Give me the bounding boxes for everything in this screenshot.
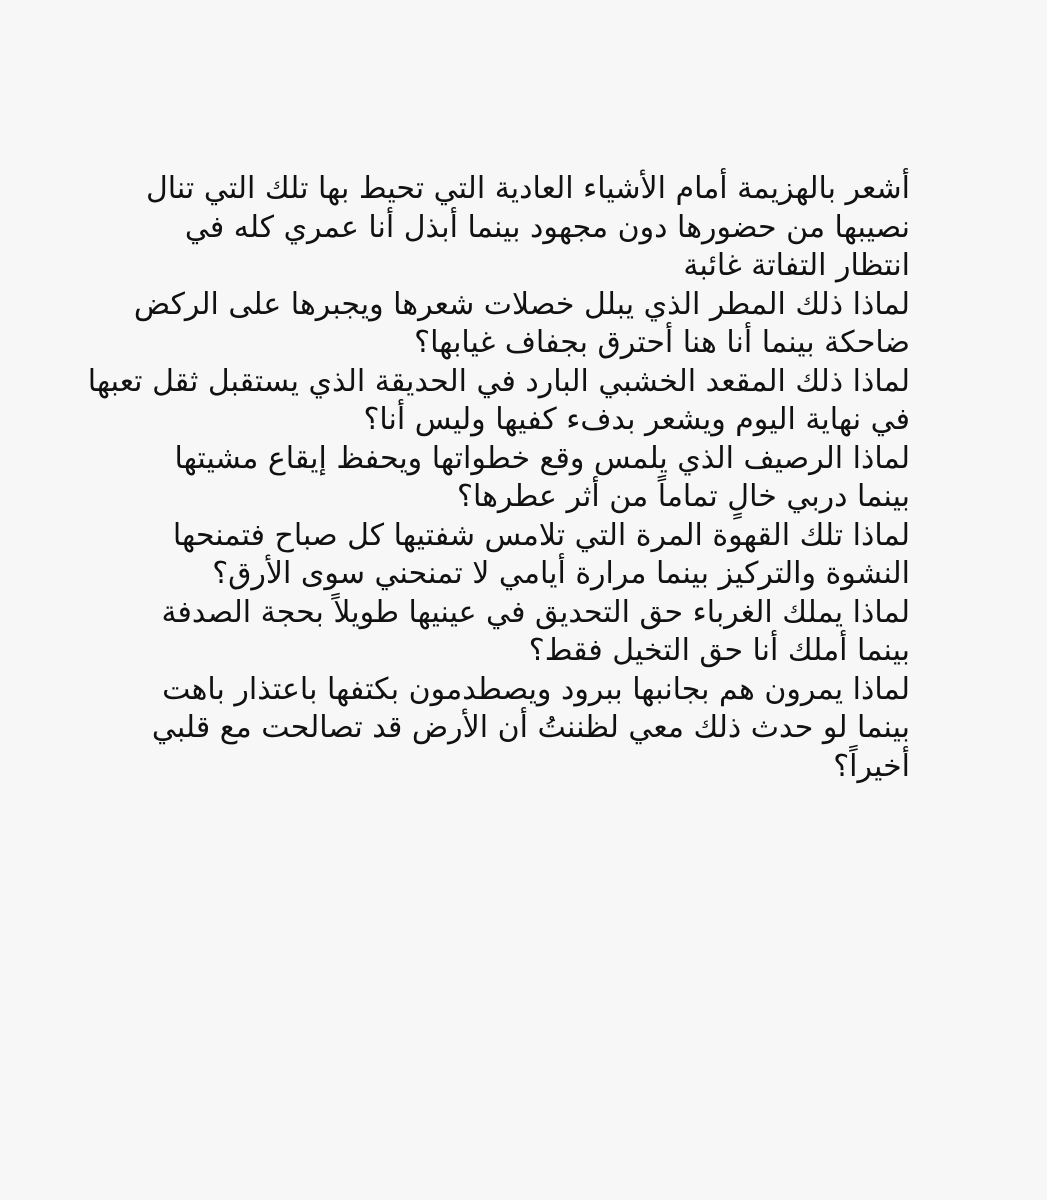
text-line: نصيبها من حضورها دون مجهود بينما أبذل أنا عمري كله في xyxy=(184,209,910,245)
text-line: أخيراً؟ xyxy=(833,748,910,784)
poem-text xyxy=(87,170,910,786)
text-line: لماذا الرصيف الذي يلمس وقع خطواتها ويحفظ إيقاع مشيتها xyxy=(174,440,910,476)
text-line: لماذا يمرون هم بجانبها ببرود ويصطدمون بكتفها باعتذار باهت xyxy=(162,671,910,707)
text-line: بينما دربي خالٍ تماماً من أثر عطرها؟ xyxy=(457,479,910,514)
text-line: لماذا تلك القهوة المرة التي تلامس شفتيها كل صباح فتمنحها xyxy=(172,517,910,553)
text-line: ضاحكة بينما أنا هنا أحترق بجفاف غيابها؟ xyxy=(414,325,910,360)
text-line: لماذا ذلك المقعد الخشبي البارد في الحديقة الذي يستقبل ثقل تعبها xyxy=(87,363,910,399)
text-line: أشعر بالهزيمة أمام الأشياء العادية التي تحيط بها تلك التي تنال xyxy=(145,171,910,206)
text-line: في نهاية اليوم ويشعر بدفء كفيها وليس أنا؟ xyxy=(363,402,910,437)
text-line: انتظار التفاتة غائبة xyxy=(683,248,910,283)
text-line: بينما أملك أنا حق التخيل فقط؟ xyxy=(528,633,910,668)
text-line: بينما لو حدث ذلك معي لظننتُ أن الأرض قد تصالحت مع قلبي xyxy=(151,710,910,745)
text-line: لماذا ذلك المطر الذي يبلل خصلات شعرها ويجبرها على الركض xyxy=(133,286,910,322)
text-line: النشوة والتركيز بينما مرارة أيامي لا تمنحني سوى الأرق؟ xyxy=(212,556,910,591)
text-line: لماذا يملك الغرباء حق التحديق في عينيها طويلاً بحجة الصدفة xyxy=(161,594,910,630)
